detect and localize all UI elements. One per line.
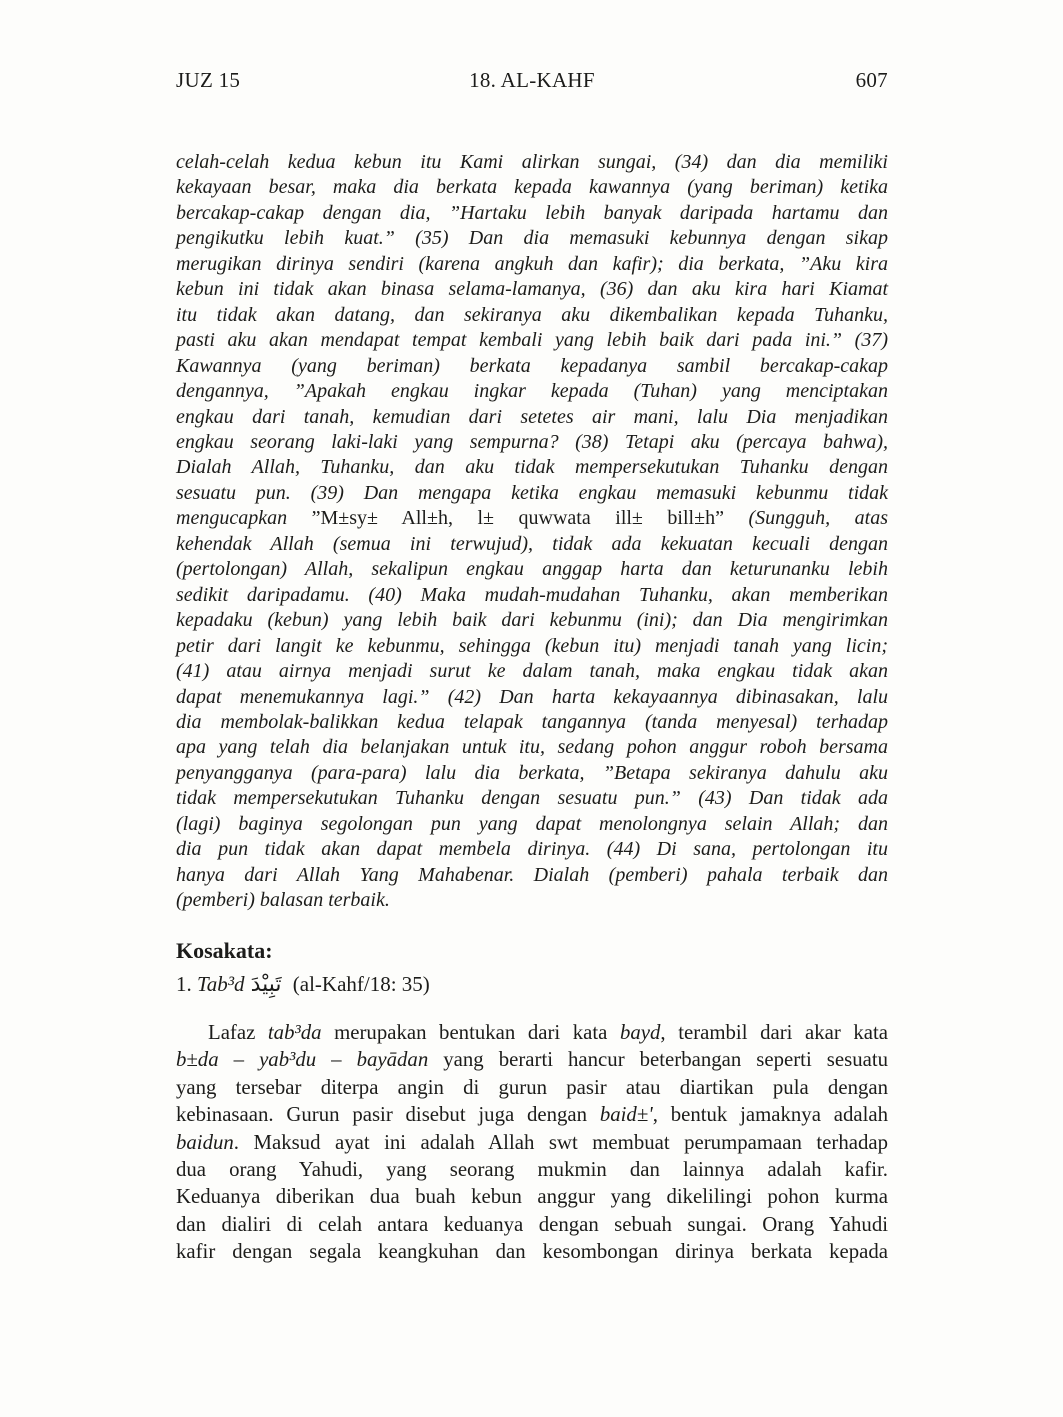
text-segment: sedikit daripadamu. (40) Maka mudah-mudahan Tuhanku, akan memberikan bbox=[176, 583, 888, 606]
text-segment: ”M±sy± All±h, l± quwwata ill± bill±h” bbox=[311, 507, 724, 530]
text-line bbox=[176, 710, 888, 735]
text-line bbox=[176, 812, 888, 837]
kosakata-heading: Kosakata: bbox=[176, 938, 273, 963]
text-line bbox=[176, 634, 888, 659]
text-line bbox=[176, 175, 888, 200]
text-line bbox=[176, 354, 888, 379]
text-line bbox=[176, 506, 888, 531]
text-line bbox=[176, 252, 888, 277]
text-segment: apa yang telah dia belanjakan untuk itu, sedang pohon anggur roboh bersama bbox=[176, 736, 888, 759]
text-line bbox=[176, 201, 888, 226]
arabic-word: تَبِيْدَ bbox=[250, 972, 282, 997]
text-segment: , terambil dari akar kata bbox=[660, 1021, 888, 1044]
text-line bbox=[176, 583, 888, 608]
text-segment: , bentuk jamaknya adalah bbox=[652, 1103, 888, 1127]
text-segment: celah-celah kedua kebun itu Kami alirkan sungai, (34) dan dia memiliki bbox=[176, 151, 888, 173]
text-line bbox=[176, 532, 888, 557]
text-segment: b±da – yab³du – bayādan bbox=[176, 1048, 429, 1072]
text-line bbox=[176, 1129, 888, 1156]
text-segment: kehendak Allah (semua ini terwujud), tidak ada kekuatan kecuali dengan bbox=[176, 532, 888, 555]
text-segment: Keduanya diberikan dua buah kebun anggur yang dikelilingi pohon kurma bbox=[176, 1185, 888, 1209]
text-segment: pengikutku lebih kuat.” (35) Dan dia memasuki kebunnya dengan sikap bbox=[176, 227, 888, 250]
text-line bbox=[176, 659, 888, 684]
text-line bbox=[176, 1156, 888, 1183]
text-segment: hanya dari Allah Yang Mahabenar. Dialah (pemberi) pahala terbaik dan bbox=[176, 863, 888, 886]
text-line bbox=[176, 481, 888, 506]
text-line bbox=[176, 1183, 888, 1210]
text-line bbox=[176, 455, 888, 480]
text-segment: kafir dengan segala keangkuhan dan kesombongan dirinya berkata kepada bbox=[176, 1240, 888, 1264]
text-segment: dia pun tidak akan dapat membela dirinya. (44) Di sana, pertolongan itu bbox=[176, 838, 888, 861]
text-segment: baidun bbox=[176, 1130, 234, 1154]
text-segment: Dialah Allah, Tuhanku, dan aku tidak mempersekutukan Tuhanku dengan bbox=[176, 456, 888, 479]
text-segment: penyangganya (para-para) lalu dia berkata, ”Betapa sekiranya dahulu aku bbox=[176, 761, 888, 784]
text-line bbox=[176, 379, 888, 404]
text-segment: . Maksud ayat ini adalah Allah swt membuat perumpamaan terhadap bbox=[233, 1130, 888, 1154]
text-segment: 1. bbox=[176, 972, 197, 996]
text-segment: dengannya, ”Apakah engkau ingkar kepada (Tuhan) yang menciptakan bbox=[176, 380, 888, 403]
text-segment: yang berarti hancur beterbangan seperti sesuatu bbox=[428, 1048, 888, 1072]
text-segment: bayd bbox=[619, 1021, 661, 1044]
text-line bbox=[176, 761, 888, 786]
text-segment: (al-Kahf/18: 35) bbox=[287, 972, 430, 996]
text-segment: (pemberi) balasan terbaik. bbox=[176, 889, 390, 912]
text-segment: kebun ini tidak akan binasa selama-lamanya, (36) dan aku kira hari Kiamat bbox=[176, 278, 888, 301]
text-segment: bercakap-cakap dengan dia, ”Hartaku lebih banyak daripada hartamu dan bbox=[176, 201, 888, 224]
text-line bbox=[176, 888, 888, 913]
text-segment: (pertolongan) Allah, sekalipun engkau anggap harta dan keturunanku lebih bbox=[176, 558, 888, 581]
text-segment: dia membolak-balikkan kedua telapak tangannya (tanda menyesal) terhadap bbox=[176, 710, 888, 733]
text-segment: merupakan bentukan dari kata bbox=[321, 1021, 620, 1044]
text-segment: yang tersebar diterpa angin di gurun pasir atau diartikan pula dengan bbox=[176, 1075, 888, 1099]
text-segment: dua orang Yahudi, yang seorang mukmin dan lainnya adalah kafir. bbox=[176, 1158, 888, 1182]
text-line bbox=[176, 863, 888, 888]
text-segment: kekayaan besar, maka dia berkata kepada kawannya (yang beriman) ketika bbox=[176, 176, 888, 199]
text-line bbox=[176, 786, 888, 811]
text-segment: Tab³d bbox=[197, 972, 245, 996]
page-header bbox=[176, 68, 888, 93]
text-segment: itu tidak akan datang, dan sekiranya aku dikembalikan kepada Tuhanku, bbox=[176, 303, 888, 326]
surah-title: 18. AL-KAHF bbox=[469, 68, 595, 92]
text-line bbox=[176, 1046, 888, 1073]
text-line bbox=[176, 226, 888, 251]
text-segment: (Sungguh, atas bbox=[723, 507, 888, 530]
text-segment: dan dialiri di celah antara keduanya dengan sebuah sungai. Orang Yahudi bbox=[176, 1212, 888, 1236]
text-line bbox=[176, 1074, 888, 1101]
text-segment: Kawannya (yang beriman) berkata kepadanya sambil bercakap-cakap bbox=[176, 354, 888, 377]
text-line bbox=[176, 1101, 888, 1128]
text-segment: (lagi) baginya segolongan pun yang dapat menolongnya selain Allah; dan bbox=[176, 812, 888, 835]
text-segment: kepadaku (kebun) yang lebih baik dari kebunmu (ini); dan Dia mengirimkan bbox=[176, 609, 888, 632]
kosakata-paragraph bbox=[176, 1019, 888, 1266]
text-segment: dapat menemukannya lagi.” (42) Dan harta kekayaannya dibinasakan, lalu bbox=[176, 685, 888, 708]
text-line bbox=[176, 735, 888, 760]
text-segment: (41) atau airnya menjadi surut ke dalam tanah, maka engkau tidak akan bbox=[176, 660, 888, 683]
text-line bbox=[176, 837, 888, 862]
text-segment: sesuatu pun. (39) Dan mengapa ketika engkau memasuki kebunmu tidak bbox=[176, 481, 888, 504]
text-segment: tidak mempersekutukan Tuhanku dengan sesuatu pun.” (43) Dan tidak ada bbox=[176, 787, 888, 810]
vocab-entry-1 bbox=[176, 972, 888, 997]
text-line bbox=[176, 1019, 888, 1046]
text-segment: petir dari langit ke kebunmu, sehingga (kebun itu) menjadi tanah yang licin; bbox=[176, 634, 888, 657]
text-line bbox=[176, 685, 888, 710]
text-line bbox=[176, 557, 888, 582]
text-segment: Lafaz bbox=[208, 1021, 268, 1044]
text-line bbox=[176, 328, 888, 353]
text-line bbox=[176, 608, 888, 633]
text-line bbox=[176, 150, 888, 175]
text-segment: tab³da bbox=[267, 1021, 322, 1044]
text-segment: pasti aku akan mendapat tempat kembali yang lebih baik dari pada ini.” (37) bbox=[176, 329, 888, 352]
text-line bbox=[176, 405, 888, 430]
juz-label: JUZ 15 bbox=[176, 68, 241, 92]
text-line bbox=[176, 430, 888, 455]
translation-paragraph bbox=[176, 150, 888, 914]
text-line bbox=[176, 277, 888, 302]
text-segment: mengucapkan bbox=[176, 507, 312, 530]
text-segment: baid±' bbox=[599, 1103, 653, 1127]
text-segment: engkau seorang laki-laki yang sempurna? (38) Tetapi aku (percaya bahwa), bbox=[176, 430, 888, 453]
text-segment: engkau dari tanah, kemudian dari setetes air mani, lalu Dia menjadikan bbox=[176, 405, 888, 428]
text-segment: merugikan dirinya sendiri (karena angkuh dan kafir); dia berkata, ”Aku kira bbox=[176, 252, 888, 275]
text-line bbox=[176, 1238, 888, 1265]
text-line bbox=[176, 1211, 888, 1238]
page-number: 607 bbox=[855, 68, 888, 92]
text-line bbox=[176, 303, 888, 328]
text-segment: kebinasaan. Gurun pasir disebut juga dengan bbox=[176, 1103, 600, 1127]
